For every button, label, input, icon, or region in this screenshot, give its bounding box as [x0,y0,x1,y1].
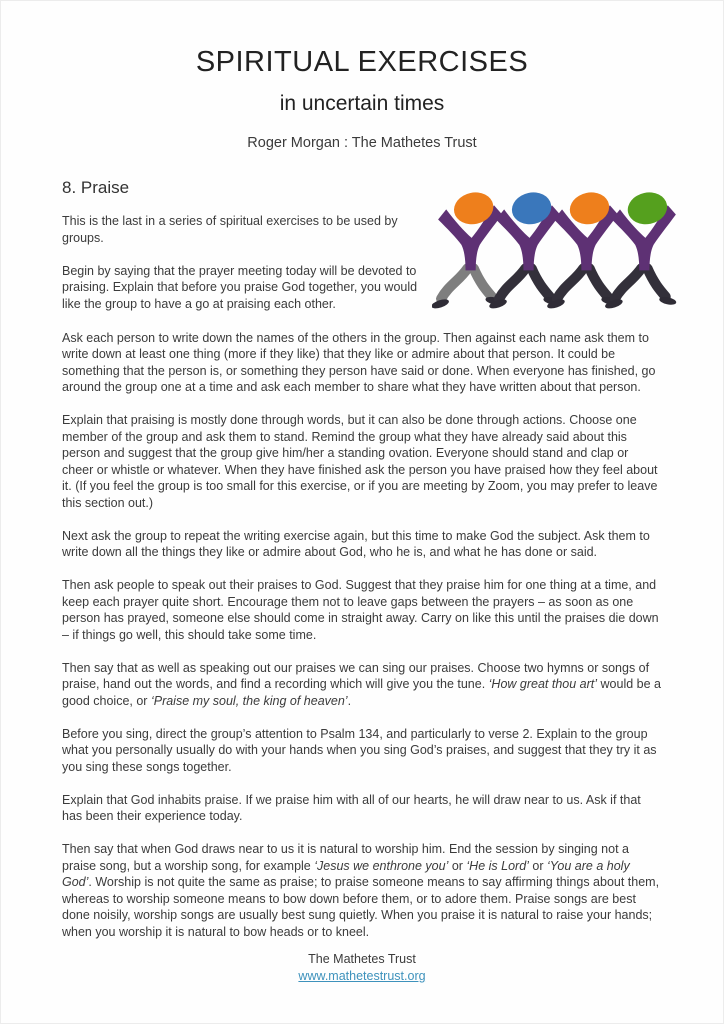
intro-paragraph: This is the last in a series of spiritual exercises to be used by groups. [62,214,398,245]
dancer-figure [604,189,677,310]
paragraph: Then say that as well as speaking out our praises we can sing our praises. Choose two hymns or songs of praise, hand out the words, and find a recording which will give you the tune. ‘How great thou art’ would be a good choice, or ‘Praise my soul, the king of heaven’. [62,660,661,708]
main-text [62,330,662,941]
section-heading: 8. Praise [62,178,130,197]
intro-paragraph: Begin by saying that the prayer meeting today will be devoted to praising. Explain that before you praise God together, you would like the group to have a go at praising each other. [62,263,418,311]
dancing-figures-illustration [432,187,684,329]
byline: Roger Morgan : The Mathetes Trust [247,135,477,151]
footer-org-name: The Mathetes Trust [308,952,416,966]
intro-text-column [62,213,432,329]
dancer-figure [488,189,561,310]
page-title: SPIRITUAL EXERCISES [195,46,529,78]
paragraph: Explain that praising is mostly done through words, but it can also be done through actions. Choose one member of the group and ask them to stand. Remind the group what they have already said about this person and suggest that the group give him/her a standing ovation. Everyone should stand and clap or cheer or whistle or whatever. When they have finished ask the person you have praised how they feel about it. (If you feel the group is too small for this exercise, or if you are meeting by Zoom, you may prefer to leave this section out.) [62,413,658,510]
footer-link[interactable]: www.mathetestrust.org [298,969,426,983]
paragraph: Then say that when God draws near to us it is natural to worship him. End the session by singing not a praise song, but a worship song, for example ‘Jesus we enthrone you’ or ‘He is Lord’ or ‘You are a holy God’. Worship is not quite the same as praise; to praise someone means to say affirming things about them, whereas to worship someone means to bow down before them, or to adore them. Praise songs are best done noisily, worship songs are usually best sung quietly. When you praise it is natural to raise your hands; when you worship it is natural to bow heads or to kneel. [62,842,660,939]
dancer-left-leg [499,268,525,298]
paragraph: Ask each person to write down the names of the others in the group. Then against each name ask them to write down at least one thing (more if they like) that they like or admire about that person. It could be something that the person is, or something they person have said or done. When everyone has finished, go around the group one at a time and ask each member to share what they have written about that person. [62,330,656,394]
dancer-figure [432,189,503,310]
dancer-left-leg [615,268,641,298]
paragraph: Next ask the group to repeat the writing exercise again, but this time to make God the subject. Ask them to write down all the things they like or admire about God, who he is, and what he has done or said. [62,528,650,559]
dancing-figures-svg [432,187,684,311]
dancer-left-leg [557,268,583,298]
page-footer [0,951,724,985]
paragraph: Explain that God inhabits praise. If we praise him with all of our hearts, he will draw near to us. Ask if that has been their experience today. [62,792,641,823]
page-subtitle: in uncertain times [279,92,445,115]
dancer-left-leg [441,268,467,298]
dancer-right-leg [532,268,550,296]
dancer-right-leg [590,268,608,296]
paragraph: Before you sing, direct the group’s attention to Psalm 134, and particularly to verse 2. Explain to the group what you personally usually do with your hands when you sing God’s praises, and suggest that they try it as you sing these songs together. [62,726,657,774]
intro-section [62,213,662,329]
dancer-figure [546,189,619,310]
dancer-right-leg [647,268,665,296]
dancer-right-leg [474,268,492,296]
paragraph: Then ask people to speak out their praises to God. Suggest that they praise him for one thing at a time, and keep each prayer quite short. Encourage them not to leave gaps between the prayers – as soon as one person has prayed, someone else should come in straight away. Carry on like this until the praises die down – if things go well, this should take some time. [62,578,659,642]
